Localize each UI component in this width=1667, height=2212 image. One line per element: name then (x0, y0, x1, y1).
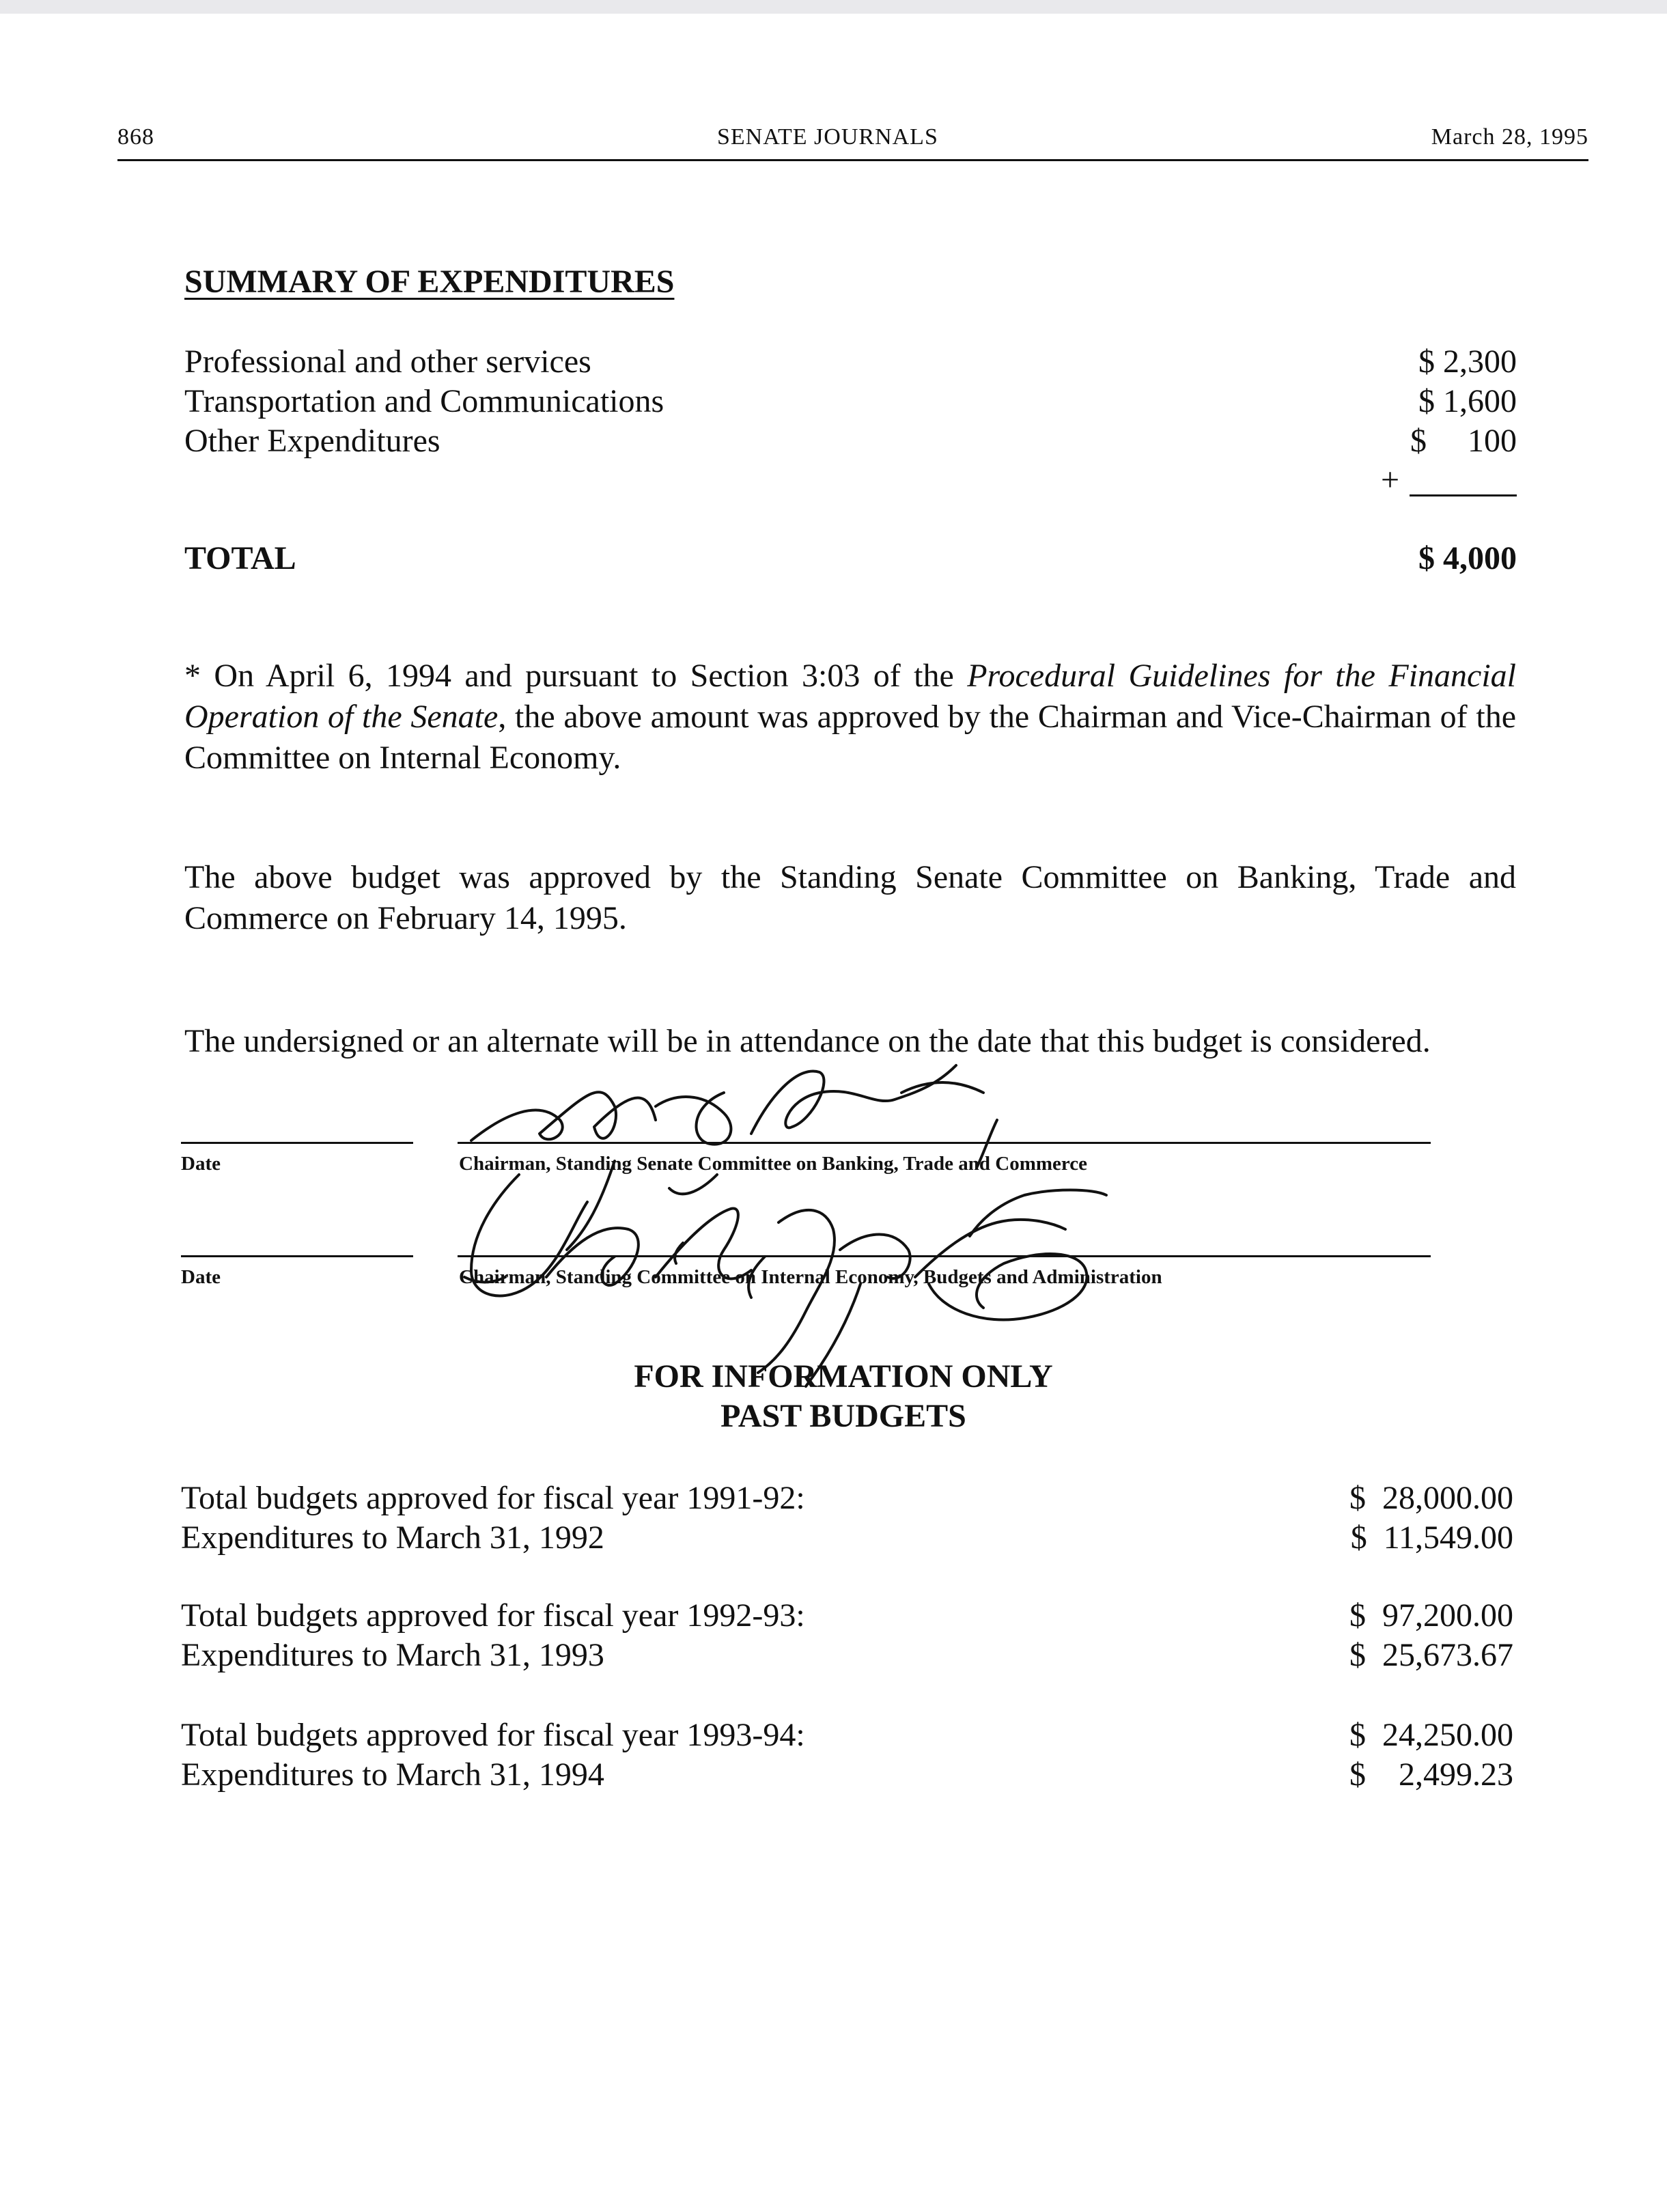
expense-label: Transportation and Communications (184, 383, 664, 419)
expense-amount: $ 100 (1410, 423, 1517, 459)
expense-label: Other Expenditures (184, 423, 440, 459)
budget-amount: $ 2,499.23 (1349, 1756, 1513, 1793)
publication-title: SENATE JOURNALS (717, 124, 938, 150)
page-number: 868 (117, 124, 154, 150)
total-amount: $ 4,000 (1418, 540, 1517, 576)
budget-amount: $ 11,549.00 (1350, 1520, 1513, 1556)
budget-label: Total budgets approved for fiscal year 1993-94: (181, 1717, 805, 1753)
expense-label: Professional and other services (184, 344, 591, 380)
note-prefix: * On April 6, 1994 and pursuant to Section 3:03 of the (184, 658, 968, 694)
date-line (181, 1142, 413, 1144)
budget-amount: $ 24,250.00 (1349, 1717, 1513, 1753)
budget-amount: $ 25,673.67 (1349, 1637, 1513, 1673)
summary-title: SUMMARY OF EXPENDITURES (184, 264, 675, 300)
sum-rule (1410, 494, 1517, 496)
past-budgets-heading: PAST BUDGETS (720, 1398, 966, 1434)
expense-amount: $ 1,600 (1418, 383, 1517, 419)
info-heading: FOR INFORMATION ONLY (634, 1358, 1053, 1395)
expense-amount: $ 2,300 (1418, 344, 1517, 380)
budget-label: Total budgets approved for fiscal year 1992-93: (181, 1597, 805, 1634)
budget-label: Expenditures to March 31, 1993 (181, 1637, 604, 1673)
note-suffix: , the above amount was approved by the Chairman and Vice-Chairman of the Committee on Internal Economy. (184, 699, 1516, 776)
date-label: Date (181, 1266, 221, 1288)
date-label: Date (181, 1153, 221, 1175)
budget-amount: $ 97,200.00 (1349, 1597, 1513, 1634)
budget-label: Total budgets approved for fiscal year 1991-92: (181, 1480, 805, 1516)
signature-line (458, 1255, 1431, 1257)
attendance-text: The undersigned or an alternate will be in attendance on the date that this budget is considered. (184, 1023, 1431, 1059)
scan-edge (0, 0, 1667, 14)
signature-line (458, 1142, 1431, 1144)
budget-label: Expenditures to March 31, 1992 (181, 1520, 604, 1556)
budget-label: Expenditures to March 31, 1994 (181, 1756, 604, 1793)
signatory-title: Chairman, Standing Senate Committee on Banking, Trade and Commerce (459, 1153, 1087, 1175)
approval-note (184, 656, 1516, 779)
date-line (181, 1255, 413, 1257)
committee-approval-text: The above budget was approved by the Standing Senate Committee on Banking, Trade and Commerce on February 14, 1995. (184, 859, 1516, 936)
budget-amount: $ 28,000.00 (1349, 1480, 1513, 1516)
header-date: March 28, 1995 (1431, 124, 1588, 150)
guidelines-title: Procedural Guidelines for the Financial Operation of the Senate (184, 658, 1516, 735)
total-label: TOTAL (184, 540, 296, 576)
signatory-title: Chairman, Standing Committee on Internal Economy, Budgets and Administration (459, 1266, 1162, 1288)
plus-sign: + (1381, 462, 1400, 498)
header-rule (117, 159, 1588, 161)
